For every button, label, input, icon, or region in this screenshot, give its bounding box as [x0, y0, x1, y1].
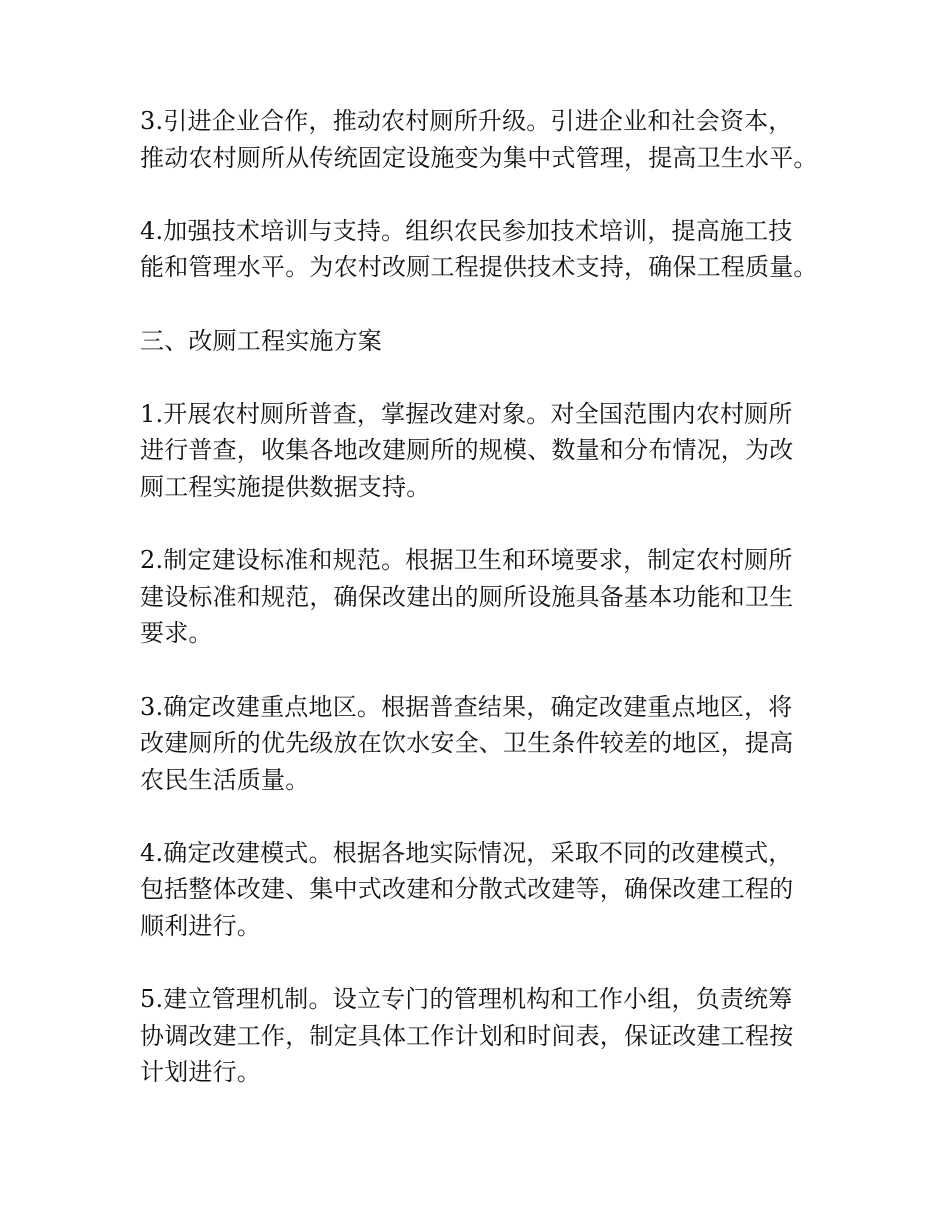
paragraph-item-4-training: 4.加强技术培训与支持。组织农民参加技术培训，提高施工技 能和管理水平。为农村改厕工程提供技术支持，确保工程质量。 [140, 216, 818, 282]
paragraph-item-3-enterprise: 3.引进企业合作，推动农村厕所升级。引进企业和社会资本， 推动农村厕所从传统固定设施变为集中式管理，提高卫生水平。 [140, 107, 818, 172]
section-heading: 三、改厕工程实施方案 [140, 326, 382, 355]
document-body [140, 103, 830, 1091]
paragraph-plan-2-standards: 2.制定建设标准和规范。根据卫生和环境要求，制定农村厕所 建设标准和规范，确保改建出的厕所设施具备基本功能和卫生 要求。 [140, 546, 794, 648]
paragraph-plan-5-mechanism: 5.建立管理机制。设立专门的管理机构和工作小组，负责统筹 协调改建工作，制定具体工作计划和时间表，保证改建工程按 计划进行。 [140, 985, 794, 1087]
paragraph-plan-3-priority: 3.确定改建重点地区。根据普查结果，确定改建重点地区，将 改建厕所的优先级放在饮水安全、卫生条件较差的地区，提高 农民生活质量。 [140, 692, 794, 794]
paragraph-plan-1-survey: 1.开展农村厕所普查，掌握改建对象。对全国范围内农村厕所 进行普查，收集各地改建厕所的规模、数量和分布情况，为改 厕工程实施提供数据支持。 [140, 399, 794, 501]
paragraph-plan-4-mode: 4.确定改建模式。根据各地实际情况，采取不同的改建模式， 包括整体改建、集中式改建和分散式改建等，确保改建工程的 顺利进行。 [140, 838, 794, 941]
